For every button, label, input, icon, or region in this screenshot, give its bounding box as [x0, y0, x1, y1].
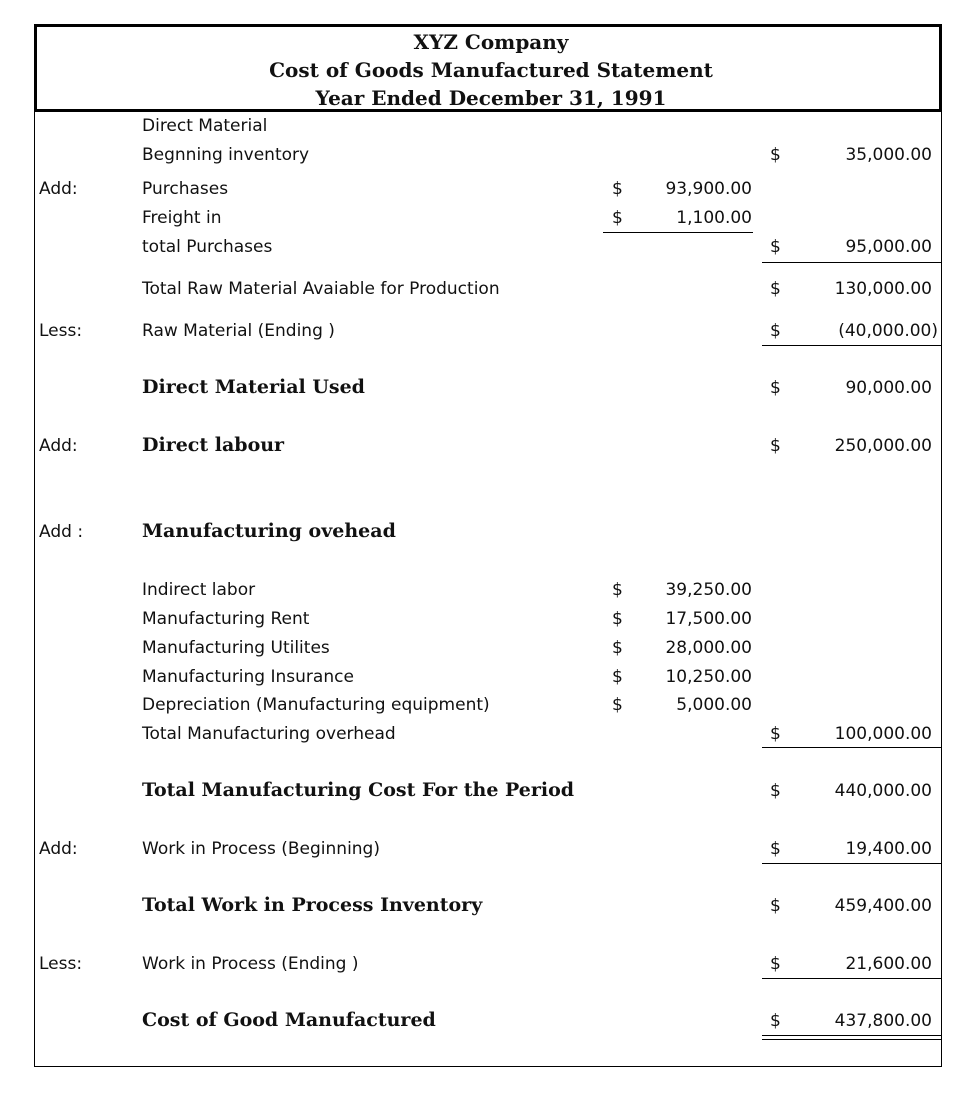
row-prefix: Add:	[39, 436, 78, 456]
statement-period: Year Ended December 31, 1991	[315, 86, 667, 110]
currency-symbol: $	[770, 896, 781, 916]
overhead-item-amount: 5,000.00	[676, 695, 752, 715]
mfg-overhead-heading: Manufacturing ovehead	[142, 520, 396, 542]
statement-header	[34, 24, 942, 112]
beginning-inventory-total: 35,000.00	[845, 145, 932, 165]
row-prefix: Add :	[39, 522, 84, 542]
currency-symbol: $	[612, 609, 623, 629]
currency-symbol: $	[612, 580, 623, 600]
double-rule-top	[762, 1035, 942, 1036]
total-rule	[762, 863, 942, 864]
wip-ending-label: Work in Process (Ending )	[142, 954, 359, 974]
row-prefix: Less:	[39, 954, 83, 974]
subtotal-rule	[603, 232, 753, 233]
overhead-item-amount: 39,250.00	[665, 580, 752, 600]
overhead-item-label: Manufacturing Rent	[142, 609, 310, 629]
currency-symbol: $	[770, 321, 781, 341]
total-raw-material-total: 130,000.00	[834, 279, 932, 299]
wip-ending-total: 21,600.00	[845, 954, 932, 974]
currency-symbol: $	[770, 378, 781, 398]
currency-symbol: $	[770, 724, 781, 744]
overhead-item-label: Manufacturing Utilites	[142, 638, 330, 658]
currency-symbol: $	[612, 179, 623, 199]
currency-symbol: $	[612, 695, 623, 715]
wip-beginning-total: 19,400.00	[845, 839, 932, 859]
total-purchases-total: 95,000.00	[845, 237, 932, 257]
total-mfg-cost-total: 440,000.00	[834, 781, 932, 801]
currency-symbol: $	[770, 436, 781, 456]
total-rule	[762, 262, 942, 263]
beginning-inventory-label: Begnning inventory	[142, 145, 310, 165]
total-rule	[762, 978, 942, 979]
company-name: XYZ Company	[413, 30, 569, 54]
overhead-item-amount: 10,250.00	[665, 667, 752, 687]
currency-symbol: $	[612, 667, 623, 687]
raw-material-ending-total: (40,000.00)	[838, 321, 938, 341]
total-purchases-label: total Purchases	[142, 237, 273, 257]
currency-symbol: $	[770, 145, 781, 165]
currency-symbol: $	[770, 279, 781, 299]
currency-symbol: $	[770, 237, 781, 257]
currency-symbol: $	[770, 1011, 781, 1031]
row-prefix: Add:	[39, 839, 78, 859]
purchases-amount: 93,900.00	[665, 179, 752, 199]
overhead-item-label: Depreciation (Manufacturing equipment)	[142, 695, 490, 715]
total-mfg-cost-label: Total Manufacturing Cost For the Period	[142, 779, 575, 801]
freight-in-label: Freight in	[142, 208, 222, 228]
purchases-label: Purchases	[142, 179, 229, 199]
cogm-total: 437,800.00	[834, 1011, 932, 1031]
direct-labour-label: Direct labour	[142, 434, 285, 456]
currency-symbol: $	[770, 954, 781, 974]
direct-labour-total: 250,000.00	[834, 436, 932, 456]
overhead-item-label: Indirect labor	[142, 580, 256, 600]
wip-beginning-label: Work in Process (Beginning)	[142, 839, 380, 859]
total-wip-label: Total Work in Process Inventory	[142, 894, 483, 916]
statement-title: Cost of Goods Manufactured Statement	[269, 58, 713, 82]
row-prefix: Add:	[39, 179, 78, 199]
overhead-item-label: Manufacturing Insurance	[142, 667, 354, 687]
currency-symbol: $	[612, 638, 623, 658]
row-prefix: Less:	[39, 321, 83, 341]
direct-material-used-label: Direct Material Used	[142, 376, 365, 398]
currency-symbol: $	[770, 839, 781, 859]
dm-heading: Direct Material	[142, 116, 268, 136]
total-raw-material-label: Total Raw Material Avaiable for Production	[142, 279, 500, 299]
double-rule-bottom	[762, 1039, 942, 1040]
total-overhead-total: 100,000.00	[834, 724, 932, 744]
total-wip-total: 459,400.00	[834, 896, 932, 916]
total-overhead-label: Total Manufacturing overhead	[142, 724, 396, 744]
overhead-item-amount: 28,000.00	[665, 638, 752, 658]
freight-in-amount: 1,100.00	[676, 208, 752, 228]
overhead-item-amount: 17,500.00	[665, 609, 752, 629]
currency-symbol: $	[612, 208, 623, 228]
total-rule	[762, 345, 942, 346]
total-rule	[762, 747, 942, 748]
direct-material-used-total: 90,000.00	[845, 378, 932, 398]
cogm-label: Cost of Good Manufactured	[142, 1009, 436, 1031]
currency-symbol: $	[770, 781, 781, 801]
raw-material-ending-label: Raw Material (Ending )	[142, 321, 335, 341]
